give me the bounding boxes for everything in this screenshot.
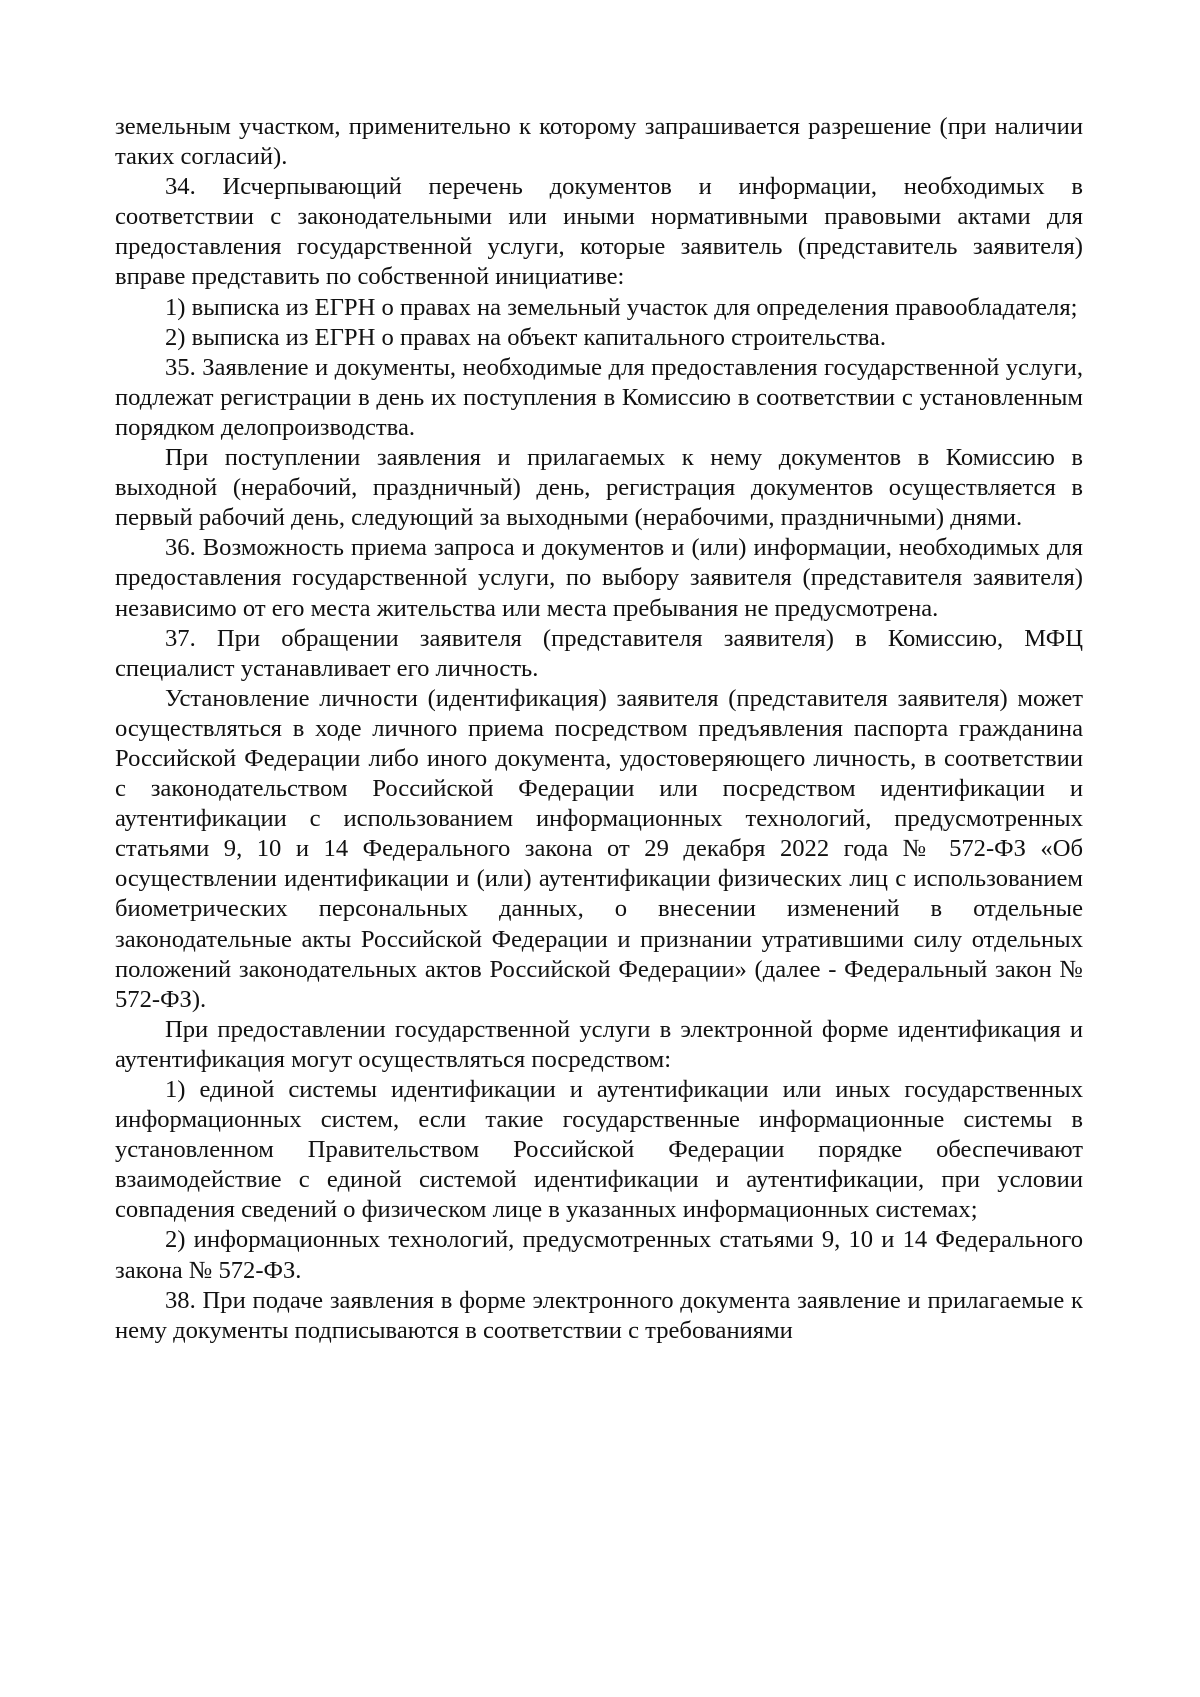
paragraph-36: 36. Возможность приема запроса и документов и (или) информации, необходимых для предоставления государственной услуги, по выбору заявителя (представителя заявителя) независимо от его места жительства или места пребывания не предусмотрена. [115, 534, 1083, 622]
paragraph-37-identification: Установление личности (идентификация) заявителя (представителя заявителя) может осуществляться в ходе личного приема посредством предъявления паспорта гражданина Российской Федерации либо иного документа, удостоверяющего личность, в соответствии с законодательством Российской Федерации или посредством идентификации и аутентификации с использованием информационных технологий, предусмотренных статьями 9, 10 и 14 Федерального закона от 29 декабря 2022 года № 572-ФЗ «Об осуществлении идентификации и (или) аутентификации физических лиц с использованием биометрических персональных данных, о внесении изменений в отдельные законодательные акты Российской Федерации и признании утратившими силу отдельных положений законодательных актов Российской Федерации» (далее - Федеральный закон № 572-ФЗ). [115, 684, 1083, 1013]
paragraph-37-electronic: При предоставлении государственной услуги в электронной форме идентификация и аутентификация могут осуществляться посредством: [115, 1015, 1083, 1073]
paragraph-34-item-2: 2) выписка из ЕГРН о правах на объект капитального строительства. [165, 323, 886, 351]
paragraph-37-item-2: 2) информационных технологий, предусмотренных статьями 9, 10 и 14 Федерального закона № 572-ФЗ. [115, 1226, 1083, 1284]
paragraph-continuation: земельным участком, применительно к которому запрашивается разрешение (при наличии таких согласий). [115, 113, 1083, 171]
paragraph-35-holiday: При поступлении заявления и прилагаемых к нему документов в Комиссию в выходной (нерабочий, праздничный) день, регистрация документов осуществляется в первый рабочий день, следующий за выходными (нерабочими, праздничными) днями. [115, 444, 1083, 532]
paragraph-35: 35. Заявление и документы, необходимые для предоставления государственной услуги, подлежат регистрации в день их поступления в Комиссию в соответствии с установленным порядком делопроизводства. [115, 353, 1083, 441]
paragraph-34: 34. Исчерпывающий перечень документов и информации, необходимых в соответствии с законодательными или иными нормативными правовыми актами для предоставления государственной услуги, которые заявитель (представитель заявителя) вправе представить по собственной инициативе: [115, 173, 1083, 291]
paragraph-37: 37. При обращении заявителя (представителя заявителя) в Комиссию, МФЦ специалист устанавливает его личность. [115, 624, 1083, 682]
paragraph-37-item-1: 1) единой системы идентификации и аутентификации или иных государственных информационных систем, если такие государственные информационные системы в установленном Правительством Российской Федерации порядке обеспечивают взаимодействие с единой системой идентификации и аутентификации, при условии совпадения сведений о физическом лице в указанных информационных системах; [115, 1076, 1083, 1224]
paragraph-34-item-1: 1) выписка из ЕГРН о правах на земельный участок для определения правообладателя; [165, 293, 1078, 321]
paragraph-38: 38. При подаче заявления в форме электронного документа заявление и прилагаемые к нему документы подписываются в соответствии с требованиями [115, 1286, 1083, 1344]
document-body [115, 112, 1083, 1346]
